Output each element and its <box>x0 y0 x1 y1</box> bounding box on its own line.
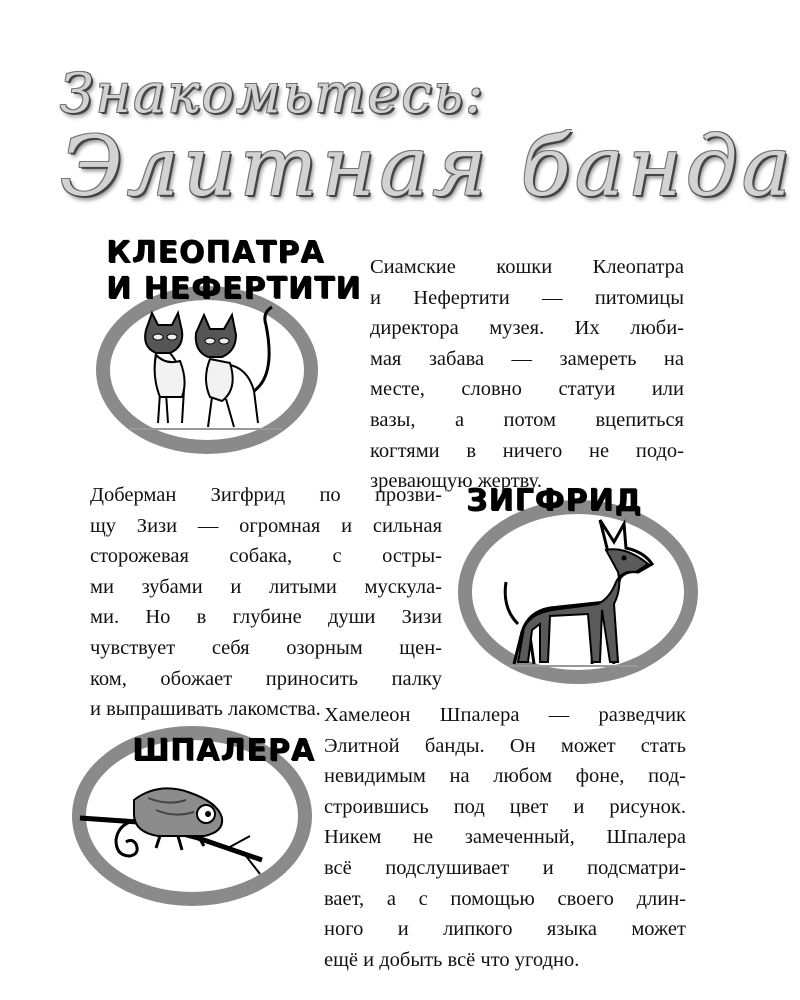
text-line: строившись под цвет и рисунок. <box>324 795 686 818</box>
text-line: мая забава — замереть на <box>370 347 684 370</box>
text-line: и Нефертити — питомицы <box>370 286 684 309</box>
chameleon-icon <box>78 780 268 880</box>
text-line: Доберман Зигфрид по прозви- <box>90 484 442 506</box>
text-line: когтями в ничего не подо- <box>370 439 684 462</box>
text-line: ми. Но в глубине души Зизи <box>90 606 442 629</box>
section-heading: ЗИГФРИД <box>466 483 643 518</box>
section-heading: ШПАЛЕРА <box>132 733 316 768</box>
text-line: вает, а с помощью своего длин- <box>324 887 686 910</box>
text-line: зревающую жертву. <box>370 470 542 493</box>
text-line: ного и липкого языка может <box>324 918 686 941</box>
page-title-line-2: Элитная банда <box>60 120 795 215</box>
text-line: месте, словно статуи или <box>370 378 684 401</box>
text-line: вазы, а потом вцепиться <box>370 408 684 431</box>
section-text <box>90 480 442 725</box>
text-line: Хамелеон Шпалера — разведчик <box>324 704 686 726</box>
section-text <box>324 700 686 975</box>
text-line: Элитной банды. Он может стать <box>324 734 686 757</box>
section-heading: И НЕФЕРТИТИ <box>106 271 362 306</box>
text-line: ком, обожает приносить палку <box>90 667 442 690</box>
text-line: Никем не замеченный, Шпалера <box>324 826 686 849</box>
text-line: чувствует себя озорным щен- <box>90 636 442 659</box>
siamese-cats-icon <box>126 305 286 435</box>
text-line: всё подслушивает и подсматри- <box>324 856 686 879</box>
text-line: ми зубами и литыми мускула- <box>90 575 442 598</box>
text-line: невидимым на любом фоне, под- <box>324 765 686 788</box>
text-line: Сиамские кошки Клеопатра <box>370 256 684 278</box>
section-text <box>370 252 684 497</box>
text-line: директора музея. Их люби- <box>370 317 684 340</box>
section-heading: КЛЕОПАТРА <box>106 235 325 270</box>
page-title-line-1: Знакомьтесь: <box>60 62 486 125</box>
text-line: щу Зизи — огромная и сильная <box>90 514 442 537</box>
doberman-icon <box>488 512 668 672</box>
text-line: ещё и добыть всё что угодно. <box>324 948 580 971</box>
text-line: сторожевая собака, с остры- <box>90 545 442 568</box>
text-line: и выпрашивать лакомства. <box>90 698 321 721</box>
